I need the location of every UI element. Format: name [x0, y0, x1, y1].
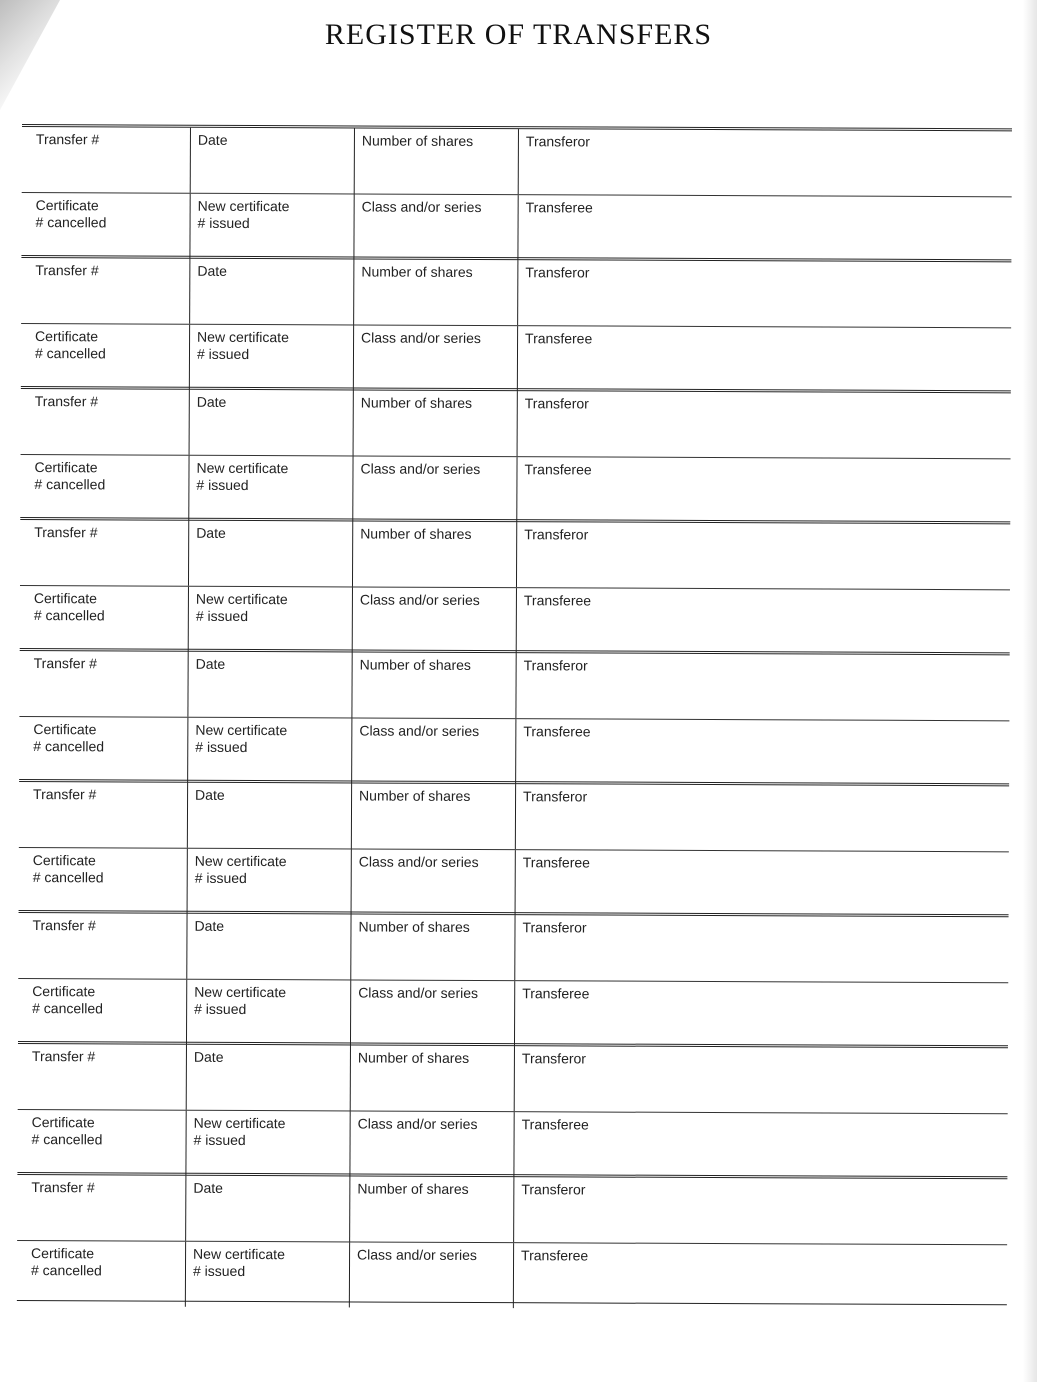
column-divider [515, 653, 516, 718]
column-divider [350, 914, 351, 979]
column-divider [186, 914, 187, 979]
number-of-shares-field[interactable]: Number of shares [358, 918, 470, 935]
column-divider [187, 849, 188, 914]
transferor-field[interactable]: Transferor [525, 133, 591, 150]
certificate-cancelled-field[interactable]: Certificate # cancelled [35, 197, 107, 231]
column-divider [187, 783, 188, 848]
column-divider [353, 259, 354, 324]
date-field[interactable]: Date [197, 131, 228, 148]
date-field[interactable]: Date [194, 917, 225, 934]
column-divider [514, 1046, 515, 1111]
certificate-row [19, 717, 1009, 786]
transfer-entry [21, 124, 1012, 262]
column-divider [188, 456, 189, 521]
transfer-row [18, 1044, 1008, 1114]
transfer-number-field[interactable]: Transfer # [33, 655, 97, 672]
class-series-field[interactable]: Class and/or series [357, 1246, 477, 1263]
transfer-entry [21, 255, 1012, 393]
number-of-shares-field[interactable]: Number of shares [360, 394, 473, 411]
column-divider [513, 1243, 514, 1308]
column-divider [516, 457, 517, 522]
column-divider [350, 980, 351, 1045]
class-series-field[interactable]: Class and/or series [359, 591, 480, 609]
date-field[interactable]: Date [196, 524, 226, 541]
transfer-entry [19, 779, 1010, 917]
transferee-field[interactable]: Transferee [525, 199, 593, 216]
transferee-field[interactable]: Transferee [523, 592, 592, 609]
new-certificate-issued-field[interactable]: New certificate # issued [194, 852, 287, 886]
new-certificate-issued-field[interactable]: New certificate # issued [196, 328, 289, 362]
column-divider [189, 390, 190, 455]
transferor-field[interactable]: Transferor [521, 1181, 586, 1198]
certificate-row [18, 979, 1008, 1048]
number-of-shares-field[interactable]: Number of shares [360, 525, 472, 542]
column-divider [517, 391, 518, 456]
certificate-cancelled-field[interactable]: Certificate # cancelled [34, 459, 106, 493]
column-divider [189, 259, 190, 324]
page-title: REGISTER OF TRANSFERS [324, 18, 713, 51]
column-divider [517, 326, 518, 391]
date-field[interactable]: Date [193, 1048, 224, 1065]
transferor-field[interactable]: Transferor [525, 264, 590, 281]
column-divider [187, 652, 188, 717]
class-series-field[interactable]: Class and/or series [361, 198, 482, 216]
transfer-entry [18, 910, 1009, 1048]
transferor-field[interactable]: Transferor [521, 1050, 587, 1067]
transfer-row [17, 1175, 1007, 1245]
certificate-cancelled-field[interactable]: Certificate # cancelled [32, 983, 104, 1017]
column-divider [517, 260, 518, 325]
transferor-field[interactable]: Transferor [523, 657, 588, 674]
transferee-field[interactable]: Transferee [521, 1116, 589, 1133]
page-edge-shadow [1023, 0, 1037, 1382]
column-divider [185, 1176, 186, 1241]
column-divider [513, 1112, 514, 1177]
column-divider [188, 521, 189, 586]
certificate-row [17, 1241, 1007, 1310]
transferor-field[interactable]: Transferor [524, 395, 589, 412]
certificate-cancelled-field[interactable]: Certificate # cancelled [33, 721, 105, 755]
column-divider [185, 1111, 186, 1176]
column-divider [354, 128, 355, 193]
certificate-cancelled-field[interactable]: Certificate # cancelled [30, 1245, 102, 1279]
new-certificate-issued-field[interactable]: New certificate # issued [193, 1114, 286, 1148]
class-series-field[interactable]: Class and/or series [357, 1115, 478, 1132]
date-field[interactable]: Date [195, 786, 225, 803]
class-series-field[interactable]: Class and/or series [358, 853, 479, 870]
column-divider [352, 521, 353, 586]
certificate-cancelled-field[interactable]: Certificate # cancelled [33, 590, 105, 624]
column-divider [513, 1177, 514, 1242]
date-field[interactable]: Date [193, 1179, 223, 1196]
transfer-row [21, 389, 1011, 459]
transfer-row [18, 913, 1008, 983]
column-divider [351, 652, 352, 717]
column-divider [351, 849, 352, 914]
number-of-shares-field[interactable]: Number of shares [357, 1049, 470, 1066]
transfer-entry [20, 517, 1011, 655]
certificate-row [19, 848, 1009, 917]
column-divider [351, 718, 352, 783]
transferor-field[interactable]: Transferor [522, 919, 587, 936]
new-certificate-issued-field[interactable]: New certificate # issued [192, 1245, 285, 1279]
transfer-number-field[interactable]: Transfer # [32, 917, 96, 934]
transferor-field[interactable]: Transferor [524, 526, 589, 543]
column-divider [185, 1242, 186, 1307]
column-divider [518, 129, 519, 194]
new-certificate-issued-field[interactable]: New certificate # issued [194, 983, 287, 1017]
date-field[interactable]: Date [195, 655, 226, 672]
column-divider [515, 719, 516, 784]
column-divider [515, 850, 516, 915]
date-field[interactable]: Date [196, 393, 227, 410]
number-of-shares-field[interactable]: Number of shares [359, 787, 471, 804]
column-divider [516, 588, 517, 653]
number-of-shares-field[interactable]: Number of shares [361, 132, 474, 149]
new-certificate-issued-field[interactable]: New certificate # issued [196, 459, 289, 493]
certificate-row [20, 455, 1010, 524]
column-divider [351, 783, 352, 848]
column-divider [516, 522, 517, 587]
transfer-entry [19, 648, 1010, 786]
transferee-field[interactable]: Transferee [523, 723, 591, 740]
column-divider [515, 784, 516, 849]
column-divider [349, 1176, 350, 1241]
class-series-field[interactable]: Class and/or series [360, 460, 481, 478]
transfer-register-table [17, 124, 1012, 1304]
column-divider [186, 980, 187, 1045]
transfer-entry [17, 1172, 1008, 1310]
page-corner-shadow [0, 0, 60, 110]
column-divider [350, 1045, 351, 1110]
new-certificate-issued-field[interactable]: New certificate # issued [197, 197, 290, 231]
transfer-number-field[interactable]: Transfer # [35, 262, 99, 279]
column-divider [349, 1242, 350, 1307]
transfer-row [20, 520, 1010, 590]
class-series-field[interactable]: Class and/or series [361, 329, 481, 347]
class-series-field[interactable]: Class and/or series [359, 722, 480, 740]
transferee-field[interactable]: Transferee [525, 330, 593, 347]
transfer-row [22, 127, 1012, 197]
column-divider [187, 718, 188, 783]
number-of-shares-field[interactable]: Number of shares [357, 1180, 469, 1197]
transfer-number-field[interactable]: Transfer # [34, 393, 99, 410]
certificate-row [20, 586, 1010, 655]
column-divider [189, 325, 190, 390]
column-divider [353, 325, 354, 390]
column-divider [190, 128, 191, 193]
number-of-shares-field[interactable]: Number of shares [361, 263, 473, 280]
transfer-number-field[interactable]: Transfer # [34, 524, 98, 541]
column-divider [188, 587, 189, 652]
transfer-entry [20, 386, 1011, 524]
certificate-row [21, 193, 1011, 262]
column-divider [352, 456, 353, 521]
certificate-cancelled-field[interactable]: Certificate # cancelled [31, 1114, 103, 1148]
column-divider [517, 195, 518, 260]
transfer-entry [17, 1041, 1008, 1179]
transfer-number-field[interactable]: Transfer # [33, 786, 97, 803]
transferor-field[interactable]: Transferor [523, 788, 588, 805]
date-field[interactable]: Date [197, 262, 227, 279]
column-divider [186, 1045, 187, 1110]
column-divider [349, 1111, 350, 1176]
transferee-field[interactable]: Transferee [524, 461, 592, 478]
column-divider [514, 915, 515, 980]
column-divider [352, 587, 353, 652]
transferee-field[interactable]: Transferee [522, 854, 591, 871]
column-divider [353, 390, 354, 455]
certificate-cancelled-field[interactable]: Certificate # cancelled [34, 328, 106, 362]
column-divider [353, 194, 354, 259]
new-certificate-issued-field[interactable]: New certificate # issued [195, 590, 288, 624]
transfer-number-field[interactable]: Transfer # [31, 1179, 95, 1196]
transferee-field[interactable]: Transferee [521, 1247, 589, 1264]
certificate-cancelled-field[interactable]: Certificate # cancelled [32, 852, 104, 886]
transfer-row [21, 258, 1011, 328]
certificate-row [21, 324, 1011, 393]
certificate-row [17, 1110, 1007, 1179]
transfer-number-field[interactable]: Transfer # [35, 131, 100, 148]
class-series-field[interactable]: Class and/or series [358, 984, 479, 1001]
transfer-row [19, 651, 1009, 721]
transfer-row [19, 782, 1009, 852]
transfer-number-field[interactable]: Transfer # [31, 1048, 96, 1065]
column-divider [514, 981, 515, 1046]
number-of-shares-field[interactable]: Number of shares [359, 656, 471, 673]
new-certificate-issued-field[interactable]: New certificate # issued [195, 721, 288, 755]
transferee-field[interactable]: Transferee [522, 985, 590, 1002]
column-divider [189, 194, 190, 259]
